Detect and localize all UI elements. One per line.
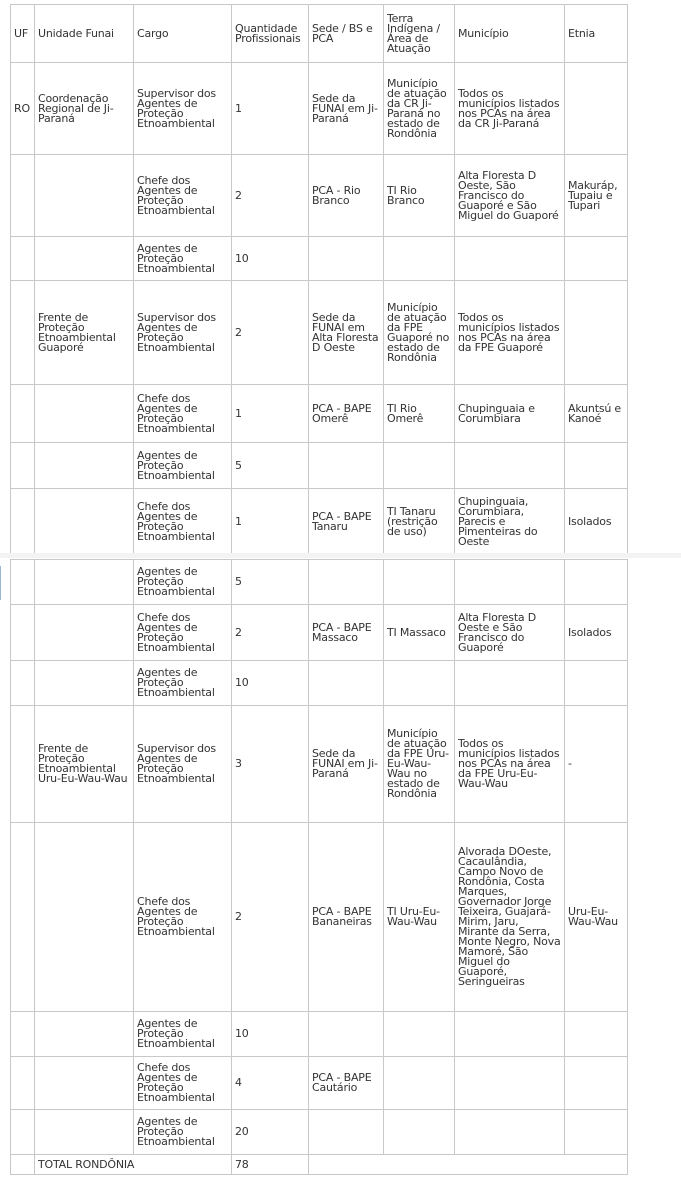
cell-cargo: Chefe dos Agentes de Proteção Etnoambiental <box>134 823 232 1012</box>
cell-unidade <box>35 823 134 1012</box>
table-row <box>11 489 628 556</box>
table-row <box>11 1110 628 1155</box>
cell-unidade <box>35 443 134 489</box>
cell-municipio: Chupinguaia, Corumbiara, Parecis e Pimenteiras do Oeste <box>455 489 565 556</box>
cell-municipio <box>455 560 565 605</box>
cell-cargo: Supervisor dos Agentes de Proteção Etnoambiental <box>134 281 232 385</box>
cell-etnia <box>565 1012 628 1057</box>
cell-quantidade: 5 <box>232 443 309 489</box>
cell-terra: TI Tanaru (restrição de uso) <box>384 489 455 556</box>
cell-sede: PCA - BAPE Cautário <box>309 1057 384 1110</box>
cell-uf <box>11 560 35 605</box>
cell-quantidade: 2 <box>232 605 309 661</box>
cell-terra: Município de atuação da FPE Guaporé no estado de Rondônia <box>384 281 455 385</box>
fragment-separator <box>0 553 681 558</box>
cell-sede: Sede da FUNAI em Alta Floresta D Oeste <box>309 281 384 385</box>
cell-etnia <box>565 443 628 489</box>
cell-sede <box>309 443 384 489</box>
cell-terra <box>384 237 455 281</box>
cell-municipio: Alta Floresta D Oeste e São Francisco do Guaporé <box>455 605 565 661</box>
cell-terra <box>384 1110 455 1155</box>
cell-municipio: Chupinguaia e Corumbiara <box>455 385 565 443</box>
cell-cargo: Chefe dos Agentes de Proteção Etnoambiental <box>134 385 232 443</box>
cell-municipio <box>455 1012 565 1057</box>
cell-municipio: Alta Floresta D Oeste, São Francisco do Guaporé e São Miguel do Guaporé <box>455 155 565 237</box>
cell-terra <box>384 1057 455 1110</box>
cell-municipio <box>455 661 565 706</box>
cell-uf <box>11 1057 35 1110</box>
cell-unidade <box>35 489 134 556</box>
scroll-marker <box>0 566 4 600</box>
cell-quantidade: 4 <box>232 1057 309 1110</box>
cell-etnia: Akuntsú e Kanoé <box>565 385 628 443</box>
table-row <box>11 1012 628 1057</box>
cell-sede <box>309 1012 384 1057</box>
cell-sede <box>309 560 384 605</box>
total-empty-cell <box>309 1155 628 1175</box>
cell-sede: Sede da FUNAI em Ji-Paraná <box>309 63 384 155</box>
cell-quantidade: 1 <box>232 63 309 155</box>
cell-etnia <box>565 560 628 605</box>
cell-cargo: Agentes de Proteção Etnoambiental <box>134 1012 232 1057</box>
cell-municipio: Todos os municípios listados nos PCAs na área da CR Ji-Paraná <box>455 63 565 155</box>
cell-quantidade: 10 <box>232 1012 309 1057</box>
cell-quantidade: 20 <box>232 1110 309 1155</box>
cell-cargo: Agentes de Proteção Etnoambiental <box>134 1110 232 1155</box>
cell-unidade <box>35 560 134 605</box>
cell-terra: TI Uru-Eu-Wau-Wau <box>384 823 455 1012</box>
table-row <box>11 155 628 237</box>
cell-cargo: Agentes de Proteção Etnoambiental <box>134 237 232 281</box>
cell-terra <box>384 560 455 605</box>
header-uf: UF <box>11 5 35 63</box>
cell-municipio <box>455 443 565 489</box>
cell-etnia <box>565 1057 628 1110</box>
cell-terra <box>384 443 455 489</box>
cell-uf <box>11 237 35 281</box>
header-cargo: Cargo <box>134 5 232 63</box>
cell-sede: PCA - BAPE Bananeiras <box>309 823 384 1012</box>
cell-terra: TI Massaco <box>384 605 455 661</box>
total-label: TOTAL RONDÔNIA <box>35 1155 232 1175</box>
total-row <box>11 1155 628 1175</box>
cell-etnia <box>565 1110 628 1155</box>
cell-cargo: Chefe dos Agentes de Proteção Etnoambiental <box>134 489 232 556</box>
table-row <box>11 385 628 443</box>
cell-quantidade: 10 <box>232 661 309 706</box>
cell-municipio <box>455 1110 565 1155</box>
cell-etnia: Makuráp, Tupaiu e Tupari <box>565 155 628 237</box>
cell-sede <box>309 661 384 706</box>
cell-sede: PCA - BAPE Tanaru <box>309 489 384 556</box>
staff-table-part-2 <box>10 559 628 1175</box>
header-terra: Terra Indígena / Área de Atuação <box>384 5 455 63</box>
cell-cargo: Agentes de Proteção Etnoambiental <box>134 661 232 706</box>
total-quantity: 78 <box>232 1155 309 1175</box>
cell-unidade: Coordenação Regional de Ji-Paraná <box>35 63 134 155</box>
cell-cargo: Chefe dos Agentes de Proteção Etnoambiental <box>134 155 232 237</box>
table-row <box>11 706 628 823</box>
table-row <box>11 237 628 281</box>
cell-uf <box>11 443 35 489</box>
cell-uf <box>11 281 35 385</box>
cell-sede <box>309 1110 384 1155</box>
cell-quantidade: 2 <box>232 823 309 1012</box>
table-row <box>11 1057 628 1110</box>
cell-quantidade: 1 <box>232 385 309 443</box>
cell-quantidade: 3 <box>232 706 309 823</box>
cell-cargo: Chefe dos Agentes de Proteção Etnoambiental <box>134 1057 232 1110</box>
cell-unidade <box>35 1110 134 1155</box>
cell-terra: Município de atuação da FPE Uru-Eu-Wau-Wau no estado de Rondônia <box>384 706 455 823</box>
cell-sede: PCA - Rio Branco <box>309 155 384 237</box>
table-row <box>11 560 628 605</box>
table-header-row <box>11 5 628 63</box>
cell-quantidade: 10 <box>232 237 309 281</box>
cell-uf: RO <box>11 63 35 155</box>
cell-unidade <box>35 605 134 661</box>
cell-terra <box>384 661 455 706</box>
cell-uf <box>11 823 35 1012</box>
header-unidade: Unidade Funai <box>35 5 134 63</box>
cell-sede <box>309 237 384 281</box>
cell-cargo: Supervisor dos Agentes de Proteção Etnoambiental <box>134 706 232 823</box>
cell-cargo: Supervisor dos Agentes de Proteção Etnoambiental <box>134 63 232 155</box>
cell-municipio: Todos os municípios listados nos PCAs na área da FPE Uru-Eu-Wau-Wau <box>455 706 565 823</box>
cell-quantidade: 2 <box>232 155 309 237</box>
cell-uf <box>11 1110 35 1155</box>
cell-uf <box>11 706 35 823</box>
table-row <box>11 823 628 1012</box>
cell-sede: PCA - BAPE Massaco <box>309 605 384 661</box>
total-empty-cell <box>11 1155 35 1175</box>
cell-quantidade: 2 <box>232 281 309 385</box>
cell-uf <box>11 385 35 443</box>
cell-terra: TI Rio Branco <box>384 155 455 237</box>
cell-uf <box>11 1012 35 1057</box>
cell-etnia: Uru-Eu-Wau-Wau <box>565 823 628 1012</box>
cell-municipio <box>455 237 565 281</box>
cell-etnia: Isolados <box>565 605 628 661</box>
table-row <box>11 443 628 489</box>
cell-uf <box>11 155 35 237</box>
cell-unidade <box>35 1057 134 1110</box>
cell-uf <box>11 489 35 556</box>
cell-etnia <box>565 237 628 281</box>
cell-municipio <box>455 1057 565 1110</box>
cell-terra <box>384 1012 455 1057</box>
cell-unidade: Frente de Proteção Etnoambiental Uru-Eu-Wau-Wau <box>35 706 134 823</box>
cell-unidade <box>35 661 134 706</box>
header-sede: Sede / BS e PCA <box>309 5 384 63</box>
header-etnia: Etnia <box>565 5 628 63</box>
header-municipio: Município <box>455 5 565 63</box>
cell-unidade <box>35 385 134 443</box>
table-row <box>11 661 628 706</box>
cell-cargo: Agentes de Proteção Etnoambiental <box>134 443 232 489</box>
cell-uf <box>11 605 35 661</box>
cell-municipio: Alvorada DOeste, Cacaulândia, Campo Novo de Rondônia, Costa Marques, Governador Jorge Teixeira, Guajará-Mirim, Jaru, Mirante da Serra, Monte Negro, Nova Mamoré, São Miguel do Guaporé, Seringueiras <box>455 823 565 1012</box>
cell-cargo: Chefe dos Agentes de Proteção Etnoambiental <box>134 605 232 661</box>
header-quantidade: Quantidade Profissionais <box>232 5 309 63</box>
cell-unidade: Frente de Proteção Etnoambiental Guaporé <box>35 281 134 385</box>
table-row <box>11 605 628 661</box>
cell-unidade <box>35 237 134 281</box>
cell-sede: PCA - BAPE Omerê <box>309 385 384 443</box>
cell-etnia <box>565 63 628 155</box>
table-row <box>11 281 628 385</box>
cell-unidade <box>35 1012 134 1057</box>
cell-cargo: Agentes de Proteção Etnoambiental <box>134 560 232 605</box>
cell-etnia <box>565 661 628 706</box>
cell-sede: Sede da FUNAI em Ji-Paraná <box>309 706 384 823</box>
cell-etnia <box>565 281 628 385</box>
cell-municipio: Todos os municípios listados nos PCAs na área da FPE Guaporé <box>455 281 565 385</box>
cell-etnia: - <box>565 706 628 823</box>
staff-table-part-1 <box>10 4 628 556</box>
cell-quantidade: 1 <box>232 489 309 556</box>
cell-unidade <box>35 155 134 237</box>
cell-terra: TI Rio Omerê <box>384 385 455 443</box>
cell-uf <box>11 661 35 706</box>
cell-quantidade: 5 <box>232 560 309 605</box>
cell-terra: Município de atuação da CR Ji-Paraná no estado de Rondônia <box>384 63 455 155</box>
cell-etnia: Isolados <box>565 489 628 556</box>
table-row <box>11 63 628 155</box>
